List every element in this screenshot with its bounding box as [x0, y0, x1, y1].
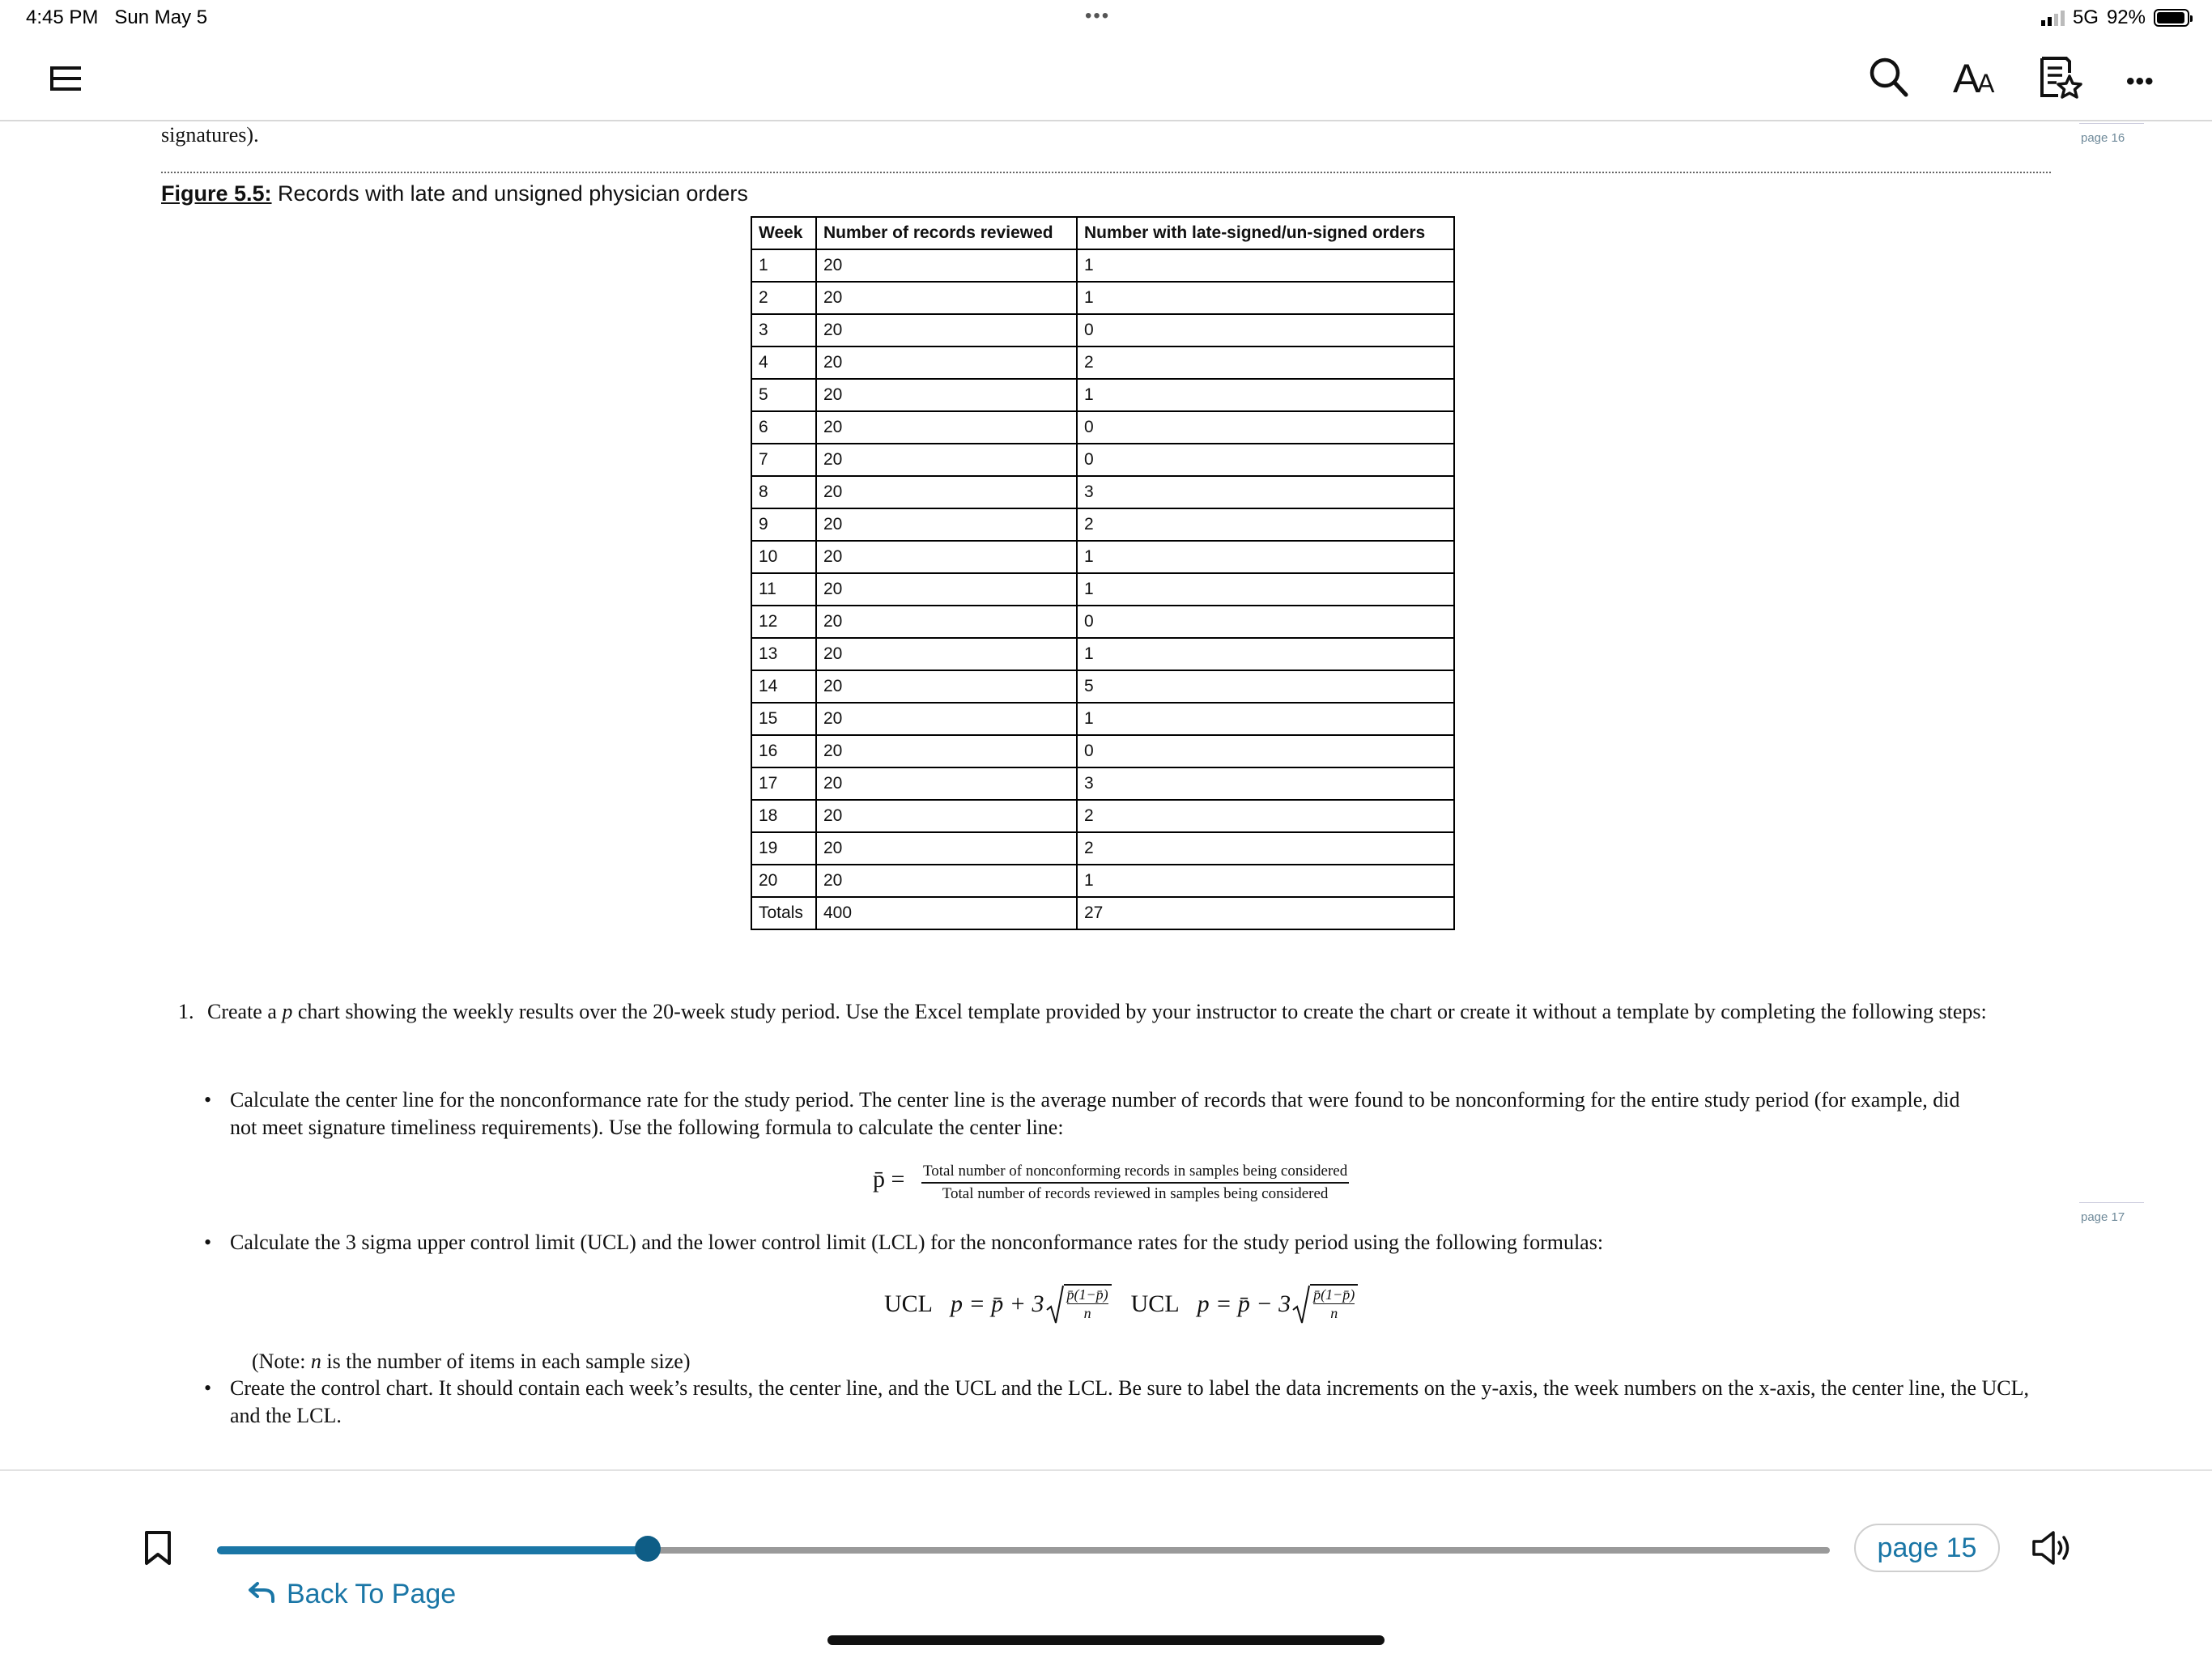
ucl-label: UCL	[884, 1290, 933, 1317]
cell-week: Totals	[751, 897, 816, 929]
page-marker-rule	[2079, 1202, 2144, 1203]
cell-records-reviewed: 20	[816, 314, 1077, 346]
page-slider-thumb[interactable]	[635, 1536, 661, 1562]
ucl-sqrt	[1046, 1284, 1112, 1324]
bullet-dot: •	[204, 1376, 212, 1400]
hamburger-icon	[50, 65, 83, 92]
cell-records-reviewed: 20	[816, 541, 1077, 573]
table-row	[751, 476, 1454, 508]
cell-week: 10	[751, 541, 816, 573]
cell-week: 11	[751, 573, 816, 606]
figure-caption	[161, 181, 748, 206]
cell-records-reviewed: 20	[816, 703, 1077, 735]
page-marker-rule	[2079, 123, 2144, 124]
cell-week: 5	[751, 379, 816, 411]
table-row	[751, 346, 1454, 379]
table-row	[751, 541, 1454, 573]
network-label: 5G	[2072, 6, 2099, 28]
cell-records-reviewed: 400	[816, 897, 1077, 929]
cell-late-unsigned: 1	[1077, 865, 1454, 897]
cell-late-unsigned: 3	[1077, 767, 1454, 800]
cell-late-unsigned: 1	[1077, 703, 1454, 735]
bookmark-button[interactable]	[144, 1530, 172, 1570]
cell-week: 4	[751, 346, 816, 379]
cell-late-unsigned: 3	[1077, 476, 1454, 508]
cell-week: 19	[751, 832, 816, 865]
time: 4:45 PM	[26, 6, 99, 28]
cell-late-unsigned: 0	[1077, 314, 1454, 346]
cell-records-reviewed: 20	[816, 282, 1077, 314]
cell-late-unsigned: 1	[1077, 379, 1454, 411]
bullet-2-text: Calculate the 3 sigma upper control limit (UCL) and the lower control limit (LCL) for the nonconformance rates for the study period using the following formulas:	[230, 1231, 1604, 1254]
bullet-3-text: Create the control chart. It should contain each week’s results, the center line, and the UCL and the LCL. Be sure to label the data increments on the y-axis, the week numbers on the x-axis, the center line, the UCL, and the LCL.	[230, 1376, 2030, 1427]
table-row	[751, 444, 1454, 476]
search-button[interactable]	[1869, 57, 1909, 103]
date: Sun May 5	[114, 6, 208, 28]
table-row	[751, 638, 1454, 670]
table-row	[751, 865, 1454, 897]
lcl-expression: p = p̄ − 3	[1197, 1290, 1291, 1317]
header-late-unsigned: Number with late-signed/un-signed orders	[1077, 217, 1454, 249]
header-records-reviewed: Number of records reviewed	[816, 217, 1077, 249]
cell-week: 16	[751, 735, 816, 767]
table-row	[751, 670, 1454, 703]
bookmarks-list-button[interactable]	[2037, 55, 2082, 104]
cell-records-reviewed: 20	[816, 800, 1077, 832]
item1-p: p	[282, 1000, 293, 1023]
cell-records-reviewed: 20	[816, 411, 1077, 444]
note-a: (Note:	[252, 1350, 311, 1373]
cell-records-reviewed: 20	[816, 735, 1077, 767]
table-row	[751, 897, 1454, 929]
cell-week: 13	[751, 638, 816, 670]
table-row	[751, 767, 1454, 800]
cell-records-reviewed: 20	[816, 444, 1077, 476]
read-aloud-button[interactable]	[2031, 1528, 2076, 1571]
cell-records-reviewed: 20	[816, 476, 1077, 508]
cell-records-reviewed: 20	[816, 767, 1077, 800]
lcl-label: UCL	[1130, 1290, 1180, 1317]
sqrt-icon	[1292, 1284, 1310, 1324]
cell-late-unsigned: 2	[1077, 832, 1454, 865]
item1-text-b: chart showing the weekly results over the 20-week study period. Use the Excel template provided by your instructor to create the chart or create it without a template by completing the following steps:	[292, 1000, 1987, 1023]
status-time	[26, 6, 207, 29]
note-b: is the number of items in each sample size)	[321, 1350, 691, 1373]
page-label-17: page 17	[2081, 1210, 2125, 1224]
figure-caption-label: Figure 5.5:	[161, 181, 272, 206]
back-to-page-link[interactable]	[248, 1579, 456, 1610]
cell-records-reviewed: 20	[816, 379, 1077, 411]
section-divider	[161, 172, 2051, 173]
cell-late-unsigned: 0	[1077, 411, 1454, 444]
cell-records-reviewed: 20	[816, 249, 1077, 282]
cell-late-unsigned: 0	[1077, 606, 1454, 638]
cell-records-reviewed: 20	[816, 508, 1077, 541]
cell-week: 18	[751, 800, 816, 832]
table-row	[751, 249, 1454, 282]
battery-icon	[2154, 9, 2189, 27]
search-icon	[1869, 57, 1909, 99]
bookmark-icon	[144, 1530, 172, 1566]
back-to-page-label: Back To Page	[287, 1579, 457, 1609]
table-row	[751, 314, 1454, 346]
cell-late-unsigned: 2	[1077, 346, 1454, 379]
cell-late-unsigned: 5	[1077, 670, 1454, 703]
cell-week: 1	[751, 249, 816, 282]
table-row	[751, 282, 1454, 314]
sqrt-icon	[1046, 1284, 1064, 1324]
cell-late-unsigned: 2	[1077, 800, 1454, 832]
bullet-1-text: Calculate the center line for the nonconformance rate for the study period. The center line is the average number of records that were found to be nonconforming for the entire study period (for example, did not meet signature timeliness requirements). Use the following formula to calculate the center line:	[230, 1088, 1960, 1139]
table-row	[751, 800, 1454, 832]
more-icon: •••	[2126, 68, 2155, 95]
page-fragment-text: signatures).	[161, 123, 259, 147]
records-table	[751, 216, 1455, 930]
cell-records-reviewed: 20	[816, 865, 1077, 897]
formula-pbar: p̄ =	[873, 1166, 905, 1192]
cell-late-unsigned: 2	[1077, 508, 1454, 541]
cell-week: 2	[751, 282, 816, 314]
signal-icon	[2041, 10, 2065, 26]
lcl-sqrt-numerator: p̄(1−p̄)	[1313, 1286, 1355, 1303]
back-arrow-icon	[248, 1580, 277, 1605]
more-button[interactable]	[2126, 68, 2155, 96]
formula-denominator: Total number of records reviewed in samples being considered	[942, 1185, 1329, 1202]
cell-week: 9	[751, 508, 816, 541]
cell-late-unsigned: 0	[1077, 735, 1454, 767]
cell-week: 14	[751, 670, 816, 703]
cell-week: 7	[751, 444, 816, 476]
font-size-icon	[1953, 55, 2001, 97]
table-row	[751, 411, 1454, 444]
cell-week: 20	[751, 865, 816, 897]
cell-week: 6	[751, 411, 816, 444]
note-text	[252, 1348, 691, 1375]
table-row	[751, 735, 1454, 767]
header-week: Week	[751, 217, 816, 249]
center-line-formula	[921, 1163, 1349, 1203]
table-row	[751, 703, 1454, 735]
bullet-dot: •	[204, 1088, 212, 1112]
ucl-sqrt-numerator: p̄(1−p̄)	[1066, 1286, 1108, 1303]
cell-records-reviewed: 20	[816, 346, 1077, 379]
cell-records-reviewed: 20	[816, 606, 1077, 638]
note-n: n	[310, 1350, 321, 1373]
home-indicator[interactable]	[827, 1635, 1385, 1645]
item1-text-a: Create a	[207, 1000, 283, 1023]
control-limit-formulas	[884, 1284, 1358, 1324]
cell-week: 8	[751, 476, 816, 508]
lcl-sqrt-denominator: n	[1330, 1305, 1338, 1321]
table-row	[751, 379, 1454, 411]
svg-text:A: A	[1953, 56, 1980, 97]
table-row	[751, 508, 1454, 541]
ucl-sqrt-denominator: n	[1083, 1305, 1091, 1321]
page-label-16: page 16	[2081, 131, 2125, 145]
menu-button[interactable]	[50, 65, 83, 96]
table-row	[751, 832, 1454, 865]
cell-late-unsigned: 0	[1077, 444, 1454, 476]
list-number-1: 1.	[178, 1000, 194, 1023]
cell-late-unsigned: 1	[1077, 573, 1454, 606]
cell-late-unsigned: 1	[1077, 249, 1454, 282]
formula-numerator: Total number of nonconforming records in samples being considered	[921, 1163, 1349, 1184]
svg-text:A: A	[1977, 69, 1995, 97]
cell-week: 12	[751, 606, 816, 638]
lcl-sqrt	[1292, 1284, 1358, 1324]
table-row	[751, 606, 1454, 638]
ucl-expression: p = p̄ + 3	[951, 1290, 1044, 1317]
cell-late-unsigned: 1	[1077, 282, 1454, 314]
cell-records-reviewed: 20	[816, 670, 1077, 703]
records-table-wrapper	[751, 216, 1455, 930]
bottom-divider	[0, 1469, 2212, 1471]
cell-records-reviewed: 20	[816, 832, 1077, 865]
multitask-dots[interactable]: •••	[1085, 5, 1111, 27]
cell-late-unsigned: 1	[1077, 541, 1454, 573]
status-indicators	[2041, 6, 2189, 29]
item1-text	[207, 998, 1989, 1026]
table-row	[751, 573, 1454, 606]
table-header-row	[751, 217, 1454, 249]
bullet-dot: •	[204, 1231, 212, 1254]
page-slider-progress	[217, 1546, 648, 1554]
font-size-button[interactable]	[1953, 55, 2001, 101]
battery-label: 92%	[2106, 6, 2146, 28]
figure-caption-text: Records with late and unsigned physician orders	[271, 181, 748, 206]
bookmark-list-icon	[2037, 55, 2082, 100]
cell-week: 15	[751, 703, 816, 735]
cell-records-reviewed: 20	[816, 638, 1077, 670]
speaker-icon	[2031, 1528, 2076, 1567]
cell-week: 17	[751, 767, 816, 800]
page-number-button[interactable]: page 15	[1854, 1524, 2000, 1572]
cell-week: 3	[751, 314, 816, 346]
toolbar-divider	[0, 120, 2212, 121]
cell-late-unsigned: 1	[1077, 638, 1454, 670]
cell-late-unsigned: 27	[1077, 897, 1454, 929]
cell-records-reviewed: 20	[816, 573, 1077, 606]
